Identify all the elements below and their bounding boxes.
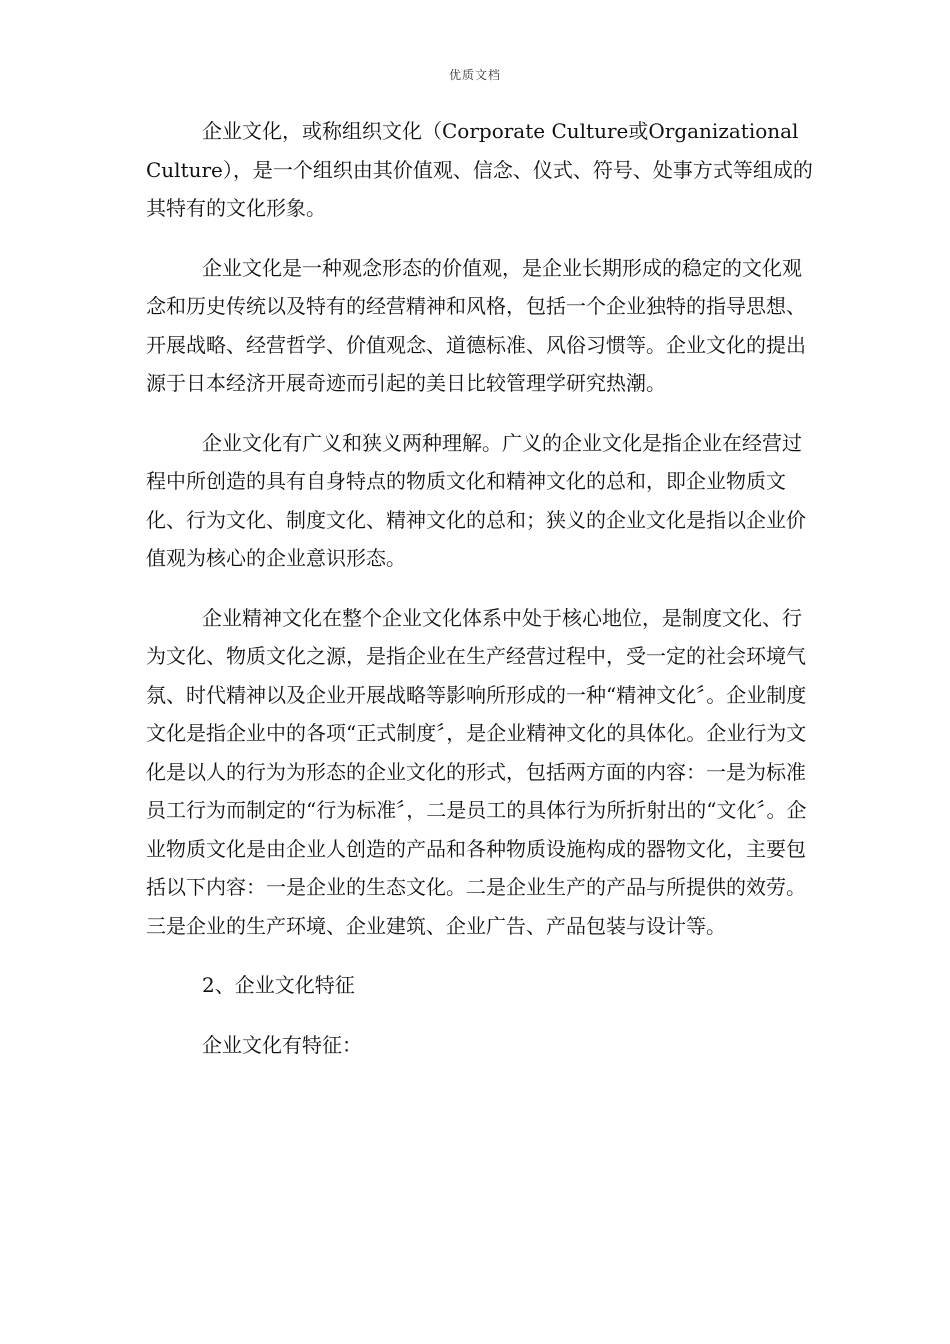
document-body <box>146 112 814 1085</box>
section-heading: 2、企业文化特征 <box>202 973 355 997</box>
paragraph-values: 企业文化是一种观念形态的价值观，是企业长期形成的稳定的文化观念和历史传统以及特有的经营精神和风格，包括一个企业独特的指导思想、开展战略、经营哲学、价值观念、道德标准、风俗习惯等。企业文化的提出源于日本经济开展奇迹而引起的美日比较管理学研究热潮。 <box>146 255 806 395</box>
page-header: 优质文档 <box>448 68 501 82</box>
paragraph-definition: 企业文化，或称组织文化（Corporate Culture或Organizational Culture），是一个组织由其价值观、信念、仪式、符号、处事方式等组成的其特有的文化形象。 <box>146 119 813 220</box>
paragraph-broad-narrow: 企业文化有广义和狭义两种理解。广义的企业文化是指企业在经营过程中所创造的具有自身特点的物质文化和精神文化的总和，即企业物质文化、行为文化、制度文化、精神文化的总和；狭义的企业文化是指以企业价值观为核心的企业意识形态。 <box>146 430 806 570</box>
paragraph-spirit-culture: 企业精神文化在整个企业文化体系中处于核心地位，是制度文化、行为文化、物质文化之源，是指企业在生产经营过程中，受一定的社会环境气氛、时代精神以及企业开展战略等影响所形成的一种“精神文化〞。企业制度文化是指企业中的各项“正式制度〞，是企业精神文化的具体化。企业行为文化是以人的行为为形态的企业文化的形式，包括两方面的内容：一是为标准员工行为而制定的“行为标准〞，二是员工的具体行为所折射出的“文化〞。企业物质文化是由企业人创造的产品和各种物质设施构成的器物文化，主要包括以下内容：一是企业的生态文化。二是企业生产的产品与所提供的效劳。三是企业的生产环境、企业建筑、企业广告、产品包装与设计等。 <box>146 605 807 938</box>
paragraph-features-intro: 企业文化有特征： <box>202 1032 362 1057</box>
